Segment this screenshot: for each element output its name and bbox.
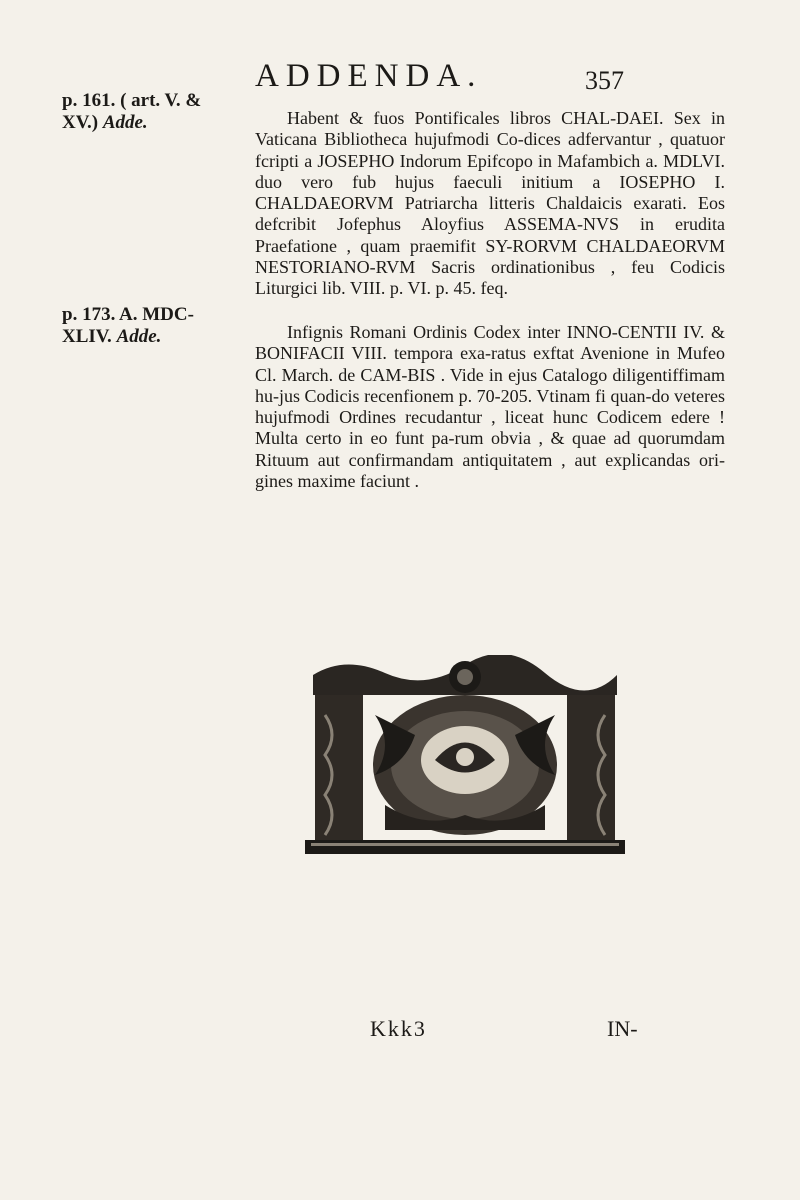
margin-note-2 bbox=[62, 304, 194, 348]
margin-note-1 bbox=[62, 90, 201, 134]
catchword: IN- bbox=[607, 1016, 638, 1041]
margin-note-2-ref2: XLIV. bbox=[62, 326, 112, 347]
margin-note-1-ref2: XV.) bbox=[62, 112, 99, 133]
page-footer bbox=[0, 1016, 800, 1046]
signature-mark: Kkk3 bbox=[370, 1016, 427, 1041]
margin-note-1-adde: Adde. bbox=[102, 112, 148, 133]
running-title: ADDENDA. bbox=[255, 58, 483, 94]
margin-note-2-ref: p. 173. A. MDC- bbox=[62, 304, 194, 325]
paragraph-2 bbox=[255, 322, 725, 492]
tailpiece-ornament bbox=[305, 655, 625, 860]
paragraph-1-text: Habent & fuos Pontificales libros CHAL-DAEI. Sex in Vaticana Bibliotheca hujufmodi Co-dices adfervantur , quatuor fcripti a JOSEPHO Indorum Epifcopo in Mafambich a. MDLVI. duo vero fub hujus faeculi initium a IOSEPHO I. CHALDAEORVM Patriarcha litteris Chaldaicis exarati. Eos defcribit Jofephus Aloyfius ASSEMA-NVS in erudita Praefatione , quam praemifit SY-RORVM CHALDAEORVM NESTORIANO-RVM Sacris ordinationibus , feu Codicis Liturgici lib. VIII. p. VI. p. 45. feq. bbox=[255, 108, 725, 299]
margin-note-1-ref: p. 161. ( art. V. & bbox=[62, 90, 202, 111]
paragraph-2-text: Infignis Romani Ordinis Codex inter INNO-CENTII IV. & BONIFACII VIII. tempora exa-ratus exftat Avenione in Mufeo Cl. March. de CAM-BIS . Vide in ejus Catalogo diligentiffimam hu-jus Codicis recenfionem p. 70-205. Vtinam fi quan-do veteres hujufmodi Ordines recudantur , liceat hunc Codicem edere ! Multa certo in eo funt pa-rum obvia , & quae ad quorumdam Rituum aut confirmandam antiquitatem , aut explicandas ori-gines maxime faciunt . bbox=[255, 322, 725, 492]
page-number: 357 bbox=[585, 66, 624, 95]
paragraph-1 bbox=[255, 108, 725, 300]
margin-note-2-adde: Adde. bbox=[116, 326, 162, 347]
